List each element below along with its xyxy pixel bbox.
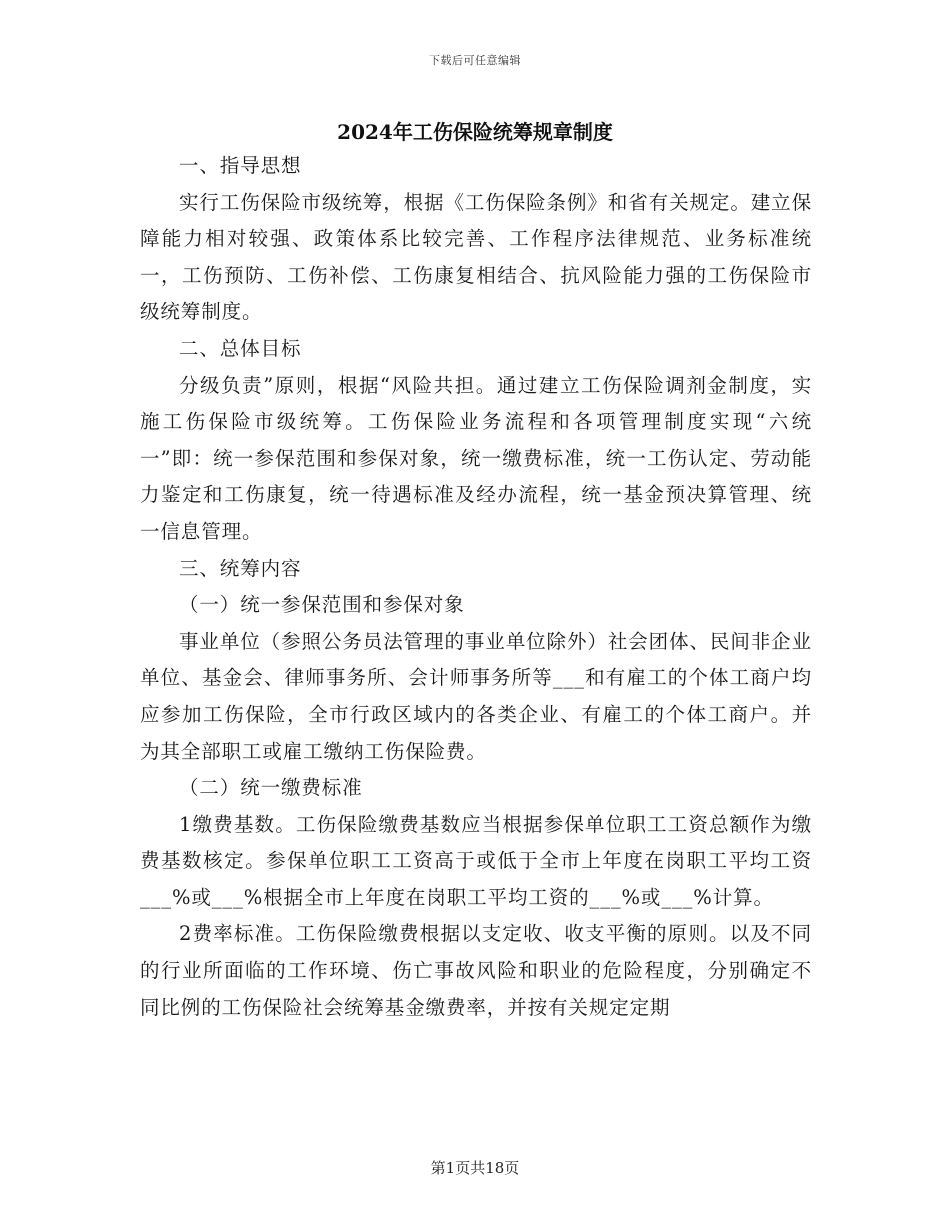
section-heading-overall-goal: 二、总体目标 [179, 336, 302, 360]
page-footer-number: 第1页共18页 [430, 1159, 520, 1177]
paragraph-payment-base: 1缴费基数。工伤保险缴费基数应当根据参保单位职工工资总额作为缴费基数核定。参保单位职工工资高于或低于全市上年度在岗职工平均工资___%或___%根据全市上年度在岗职工平均工资的___%或___%计算。 [140, 812, 812, 909]
subsection-heading-payment-standard: （二）统一缴费标准 [179, 776, 363, 800]
paragraph-rate-standard: 2费率标准。工伤保险缴费根据以支定收、收支平衡的原则。以及不同的行业所面临的工作环境、伤亡事故风险和职业的危险程度，分别确定不同比例的工伤保险社会统筹基金缴费率，并按有关规定定期 [140, 922, 812, 1019]
paragraph-overall-goal: 分级负责”原则，根据“风险共担。通过建立工伤保险调剂金制度，实施工伤保险市级统筹。工伤保险业务流程和各项管理制度实现“六统一”即：统一参保范围和参保对象，统一缴费标准，统一工伤认定、劳动能力鉴定和工伤康复，统一待遇标准及经办流程，统一基金预决算管理、统一信息管理。 [140, 373, 812, 543]
page-header-note: 下载后可任意编辑 [429, 54, 521, 67]
document-body [140, 148, 812, 1026]
subsection-heading-insured-scope: （一）统一参保范围和参保对象 [179, 593, 465, 617]
section-heading-coordination-content: 三、统筹内容 [179, 556, 302, 580]
document-title: 2024年工伤保险统筹规章制度 [337, 120, 613, 144]
section-heading-guiding-ideology: 一、指导思想 [179, 154, 302, 177]
paragraph-guiding-ideology: 实行工伤保险市级统筹，根据《工伤保险条例》和省有关规定。建立保障能力相对较强、政策体系比较完善、工作程序法律规范、业务标准统一，工伤预防、工伤补偿、工伤康复相结合、抗风险能力强的工伤保险市级统筹制度。 [140, 190, 812, 324]
paragraph-insured-scope: 事业单位（参照公务员法管理的事业单位除外）社会团体、民间非企业单位、基金会、律师事务所、会计师事务所等___和有雇工的个体工商户均应参加工伤保险，全市行政区域内的各类企业、有雇工的个体工商户。并为其全部职工或雇工缴纳工伤保险费。 [140, 629, 812, 763]
